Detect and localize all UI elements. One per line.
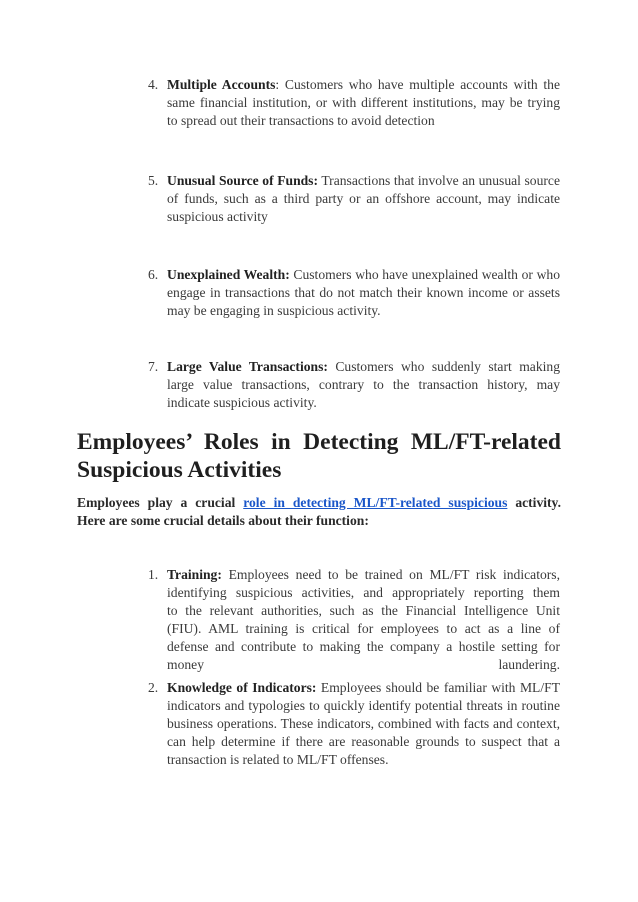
list-item-body	[167, 358, 560, 412]
list-item-term: Training:	[167, 567, 222, 582]
list-item	[148, 172, 560, 226]
section-intro-line1	[77, 494, 561, 512]
section-heading-line2: Suspicious Activities	[77, 457, 282, 483]
list-item-term: Large Value Transactions:	[167, 359, 328, 374]
list-item	[148, 358, 560, 412]
list-item-body	[167, 566, 560, 674]
list-item	[148, 266, 560, 320]
list-item-number: 5.	[148, 173, 159, 188]
list-item-body	[167, 679, 560, 769]
list-item-body	[167, 76, 560, 130]
list-item-text: Customers who have unexplained wealth or who engage in transactions that do not match their known income or assets may be engaging in suspicious activity.	[167, 267, 560, 318]
section-intro	[77, 494, 561, 530]
list-item	[148, 566, 560, 674]
list-item-number: 6.	[148, 267, 159, 282]
list-item-number: 7.	[148, 359, 159, 374]
list-item-term: Multiple Accounts	[167, 77, 276, 92]
intro-text-before-link: Employees play a crucial	[77, 495, 244, 510]
list-item-term: Unusual Source of Funds:	[167, 173, 319, 188]
list-item-number: 1.	[148, 567, 159, 582]
list-item-line	[167, 566, 560, 584]
intro-text-after-link: activity.	[507, 495, 562, 510]
list-item-text: Employees need to be trained on ML/FT risk indicators,	[221, 567, 560, 582]
section-heading	[77, 428, 561, 484]
list-item-line: defense and contribute to making the company a hostile setting for	[167, 639, 560, 654]
role-in-detecting-link[interactable]: role in detecting ML/FT-related suspicious	[243, 495, 508, 510]
list-item-number: 4.	[148, 77, 159, 92]
list-item-text: Customers who have multiple accounts with the same financial institution, or with different institutions, may be trying to spread out their transactions to avoid detection	[167, 77, 561, 128]
list-item-line: identifying suspicious activities, and appropriately reporting them	[167, 585, 560, 600]
section-heading-line1: Employees’ Roles in Detecting ML/FT-related	[77, 429, 561, 455]
list-item-line: (FIU). AML training is critical for employees to act as a line of	[167, 621, 560, 636]
list-item-separator: :	[275, 77, 280, 92]
list-item-body	[167, 172, 560, 226]
list-item-body	[167, 266, 560, 320]
list-item-text: Customers who suddenly start making large value transactions, contrary to the transaction history, may indicate suspicious activity.	[167, 359, 560, 410]
list-item-term: Knowledge of Indicators:	[167, 680, 317, 695]
list-item-text: Transactions that involve an unusual source of funds, such as a third party or an offshore account, may indicate suspicious activity	[167, 173, 560, 224]
list-item-line: money laundering.	[167, 657, 560, 672]
list-item-text: Employees should be familiar with ML/FT indicators and typologies to quickly identify potential threats in routine business operations. These indicators, combined with facts and context, can help determine if there are reasonable grounds to suspect that a transaction is related to ML/FT offenses.	[167, 680, 560, 767]
list-item	[148, 76, 560, 130]
list-item	[148, 679, 560, 769]
section-intro-line2: Here are some crucial details about their function:	[77, 513, 369, 528]
list-item-line: to the relevant authorities, such as the Financial Intelligence Unit	[167, 603, 560, 618]
list-item-number: 2.	[148, 680, 159, 695]
list-item-term: Unexplained Wealth:	[167, 267, 290, 282]
